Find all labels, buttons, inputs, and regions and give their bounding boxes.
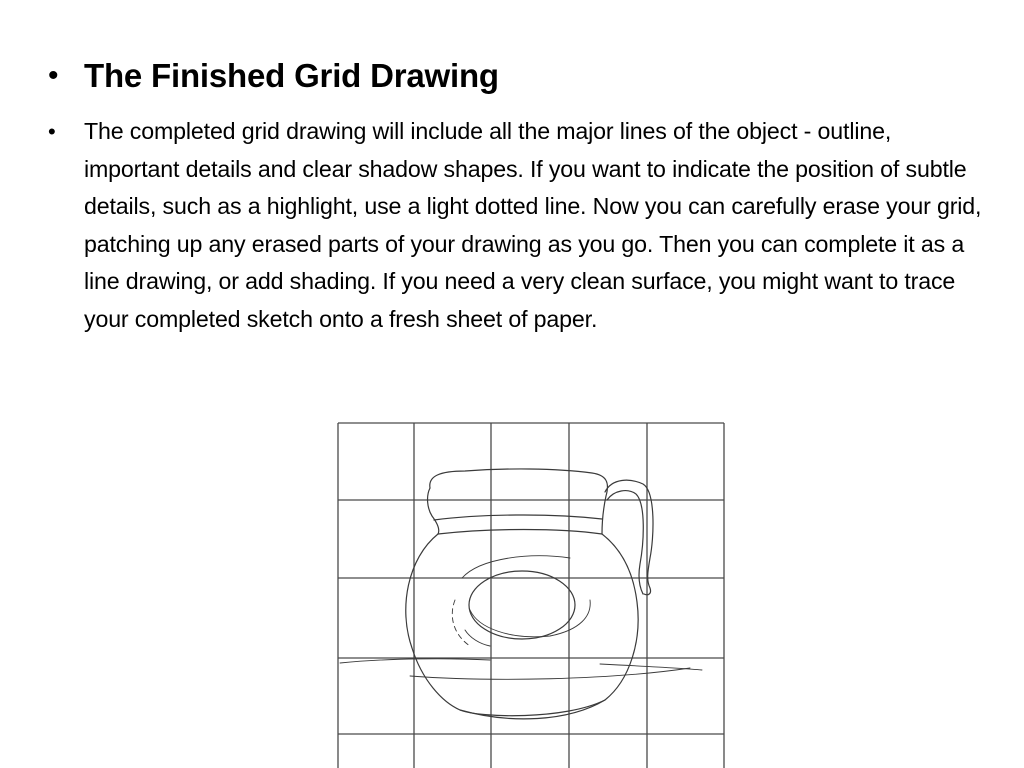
bullet-marker: • <box>48 119 56 144</box>
title-bullet <box>48 54 499 98</box>
body-paragraph: The completed grid drawing will include all the major lines of the object - outline, important details and clear shadow shapes. If you want to indicate the position of subtle details, such as a highlight, use a light dotted line. Now you can carefully erase your grid, patching up any erased parts of your drawing as you go. Then you can complete it as a line drawing, or add shading. If you need a very clean surface, you might want to trace your completed sketch onto a fresh sheet of paper. <box>84 118 982 332</box>
grid-drawing-figure <box>330 418 730 768</box>
body-bullet <box>48 113 984 339</box>
bullet-marker: • <box>48 59 59 92</box>
slide-title: The Finished Grid Drawing <box>84 57 499 94</box>
